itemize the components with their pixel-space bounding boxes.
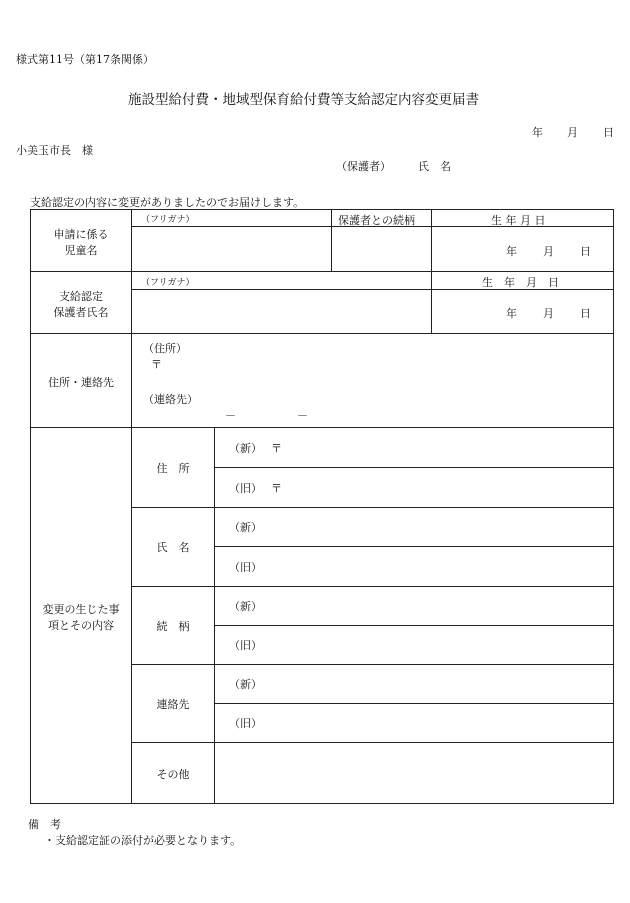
phone-dash-2: －: [297, 409, 308, 422]
change-name-label: 氏 名: [156, 541, 190, 554]
phone-dash-1: －: [225, 409, 236, 422]
guardian-birth-year: 年: [506, 307, 517, 320]
contact-sub-label: （連絡先）: [143, 393, 198, 406]
address-label: （住所）: [143, 342, 187, 355]
change-label-line2: 項とその内容: [48, 619, 114, 632]
child-birth-day: 日: [580, 245, 591, 258]
intro-text: 支給認定の内容に変更がありましたのでお届けします。: [30, 196, 305, 209]
contact-old-label: （旧）: [229, 717, 262, 730]
address-new-postal-mark: 〒: [271, 442, 282, 455]
postal-mark: 〒: [151, 358, 162, 371]
child-birth-header: 生 年 月 日: [491, 214, 546, 227]
relation-header: 保護者との続柄: [338, 214, 415, 227]
change-contact-label: 連絡先: [156, 698, 190, 711]
relation-new-label: （新）: [229, 600, 262, 613]
addressee: 小美玉市長 様: [16, 144, 93, 157]
form-title: 施設型給付費・地域型保育給付費等支給認定内容変更届書: [128, 92, 479, 108]
notes-item: ・支給認定証の添付が必要となります。: [44, 834, 242, 847]
address-new-label: （新）: [229, 442, 262, 455]
date-month: 月: [567, 126, 578, 139]
guardian-birth-header: 生 年 月 日: [482, 276, 559, 289]
child-furigana-label: （フリガナ）: [141, 215, 195, 225]
contact-new-label: （新）: [229, 678, 262, 691]
relation-old-label: （旧）: [229, 639, 262, 652]
contact-label: 住所・連絡先: [48, 376, 114, 389]
guardian-furigana-label: （フリガナ）: [141, 278, 195, 288]
date-day: 日: [603, 126, 614, 139]
child-birth-month: 月: [543, 245, 554, 258]
notes-heading: 備 考: [28, 818, 61, 831]
change-relation-label: 続 柄: [156, 620, 190, 633]
guardian-birth-day: 日: [580, 307, 591, 320]
guardian-name-label: 氏 名: [418, 160, 451, 173]
change-address-label: 住 所: [156, 462, 190, 475]
guardian-label: （保護者）: [336, 160, 391, 173]
address-old-postal-mark: 〒: [271, 482, 282, 495]
child-label-line2: 児童名: [64, 244, 98, 257]
name-old-label: （旧）: [229, 561, 262, 574]
guardian-birth-month: 月: [543, 307, 554, 320]
guardian-label-line2: 保護者氏名: [53, 306, 109, 319]
child-birth-year: 年: [506, 245, 517, 258]
form-number: 様式第11号（第17条関係）: [16, 53, 154, 66]
date-year: 年: [532, 126, 543, 139]
child-label-line1: 申請に係る: [53, 228, 109, 241]
name-new-label: （新）: [229, 521, 262, 534]
change-other-label: その他: [156, 768, 190, 781]
guardian-label-line1: 支給認定: [59, 290, 103, 303]
change-label-line1: 変更の生じた事: [42, 603, 120, 616]
address-old-label: （旧）: [229, 482, 262, 495]
